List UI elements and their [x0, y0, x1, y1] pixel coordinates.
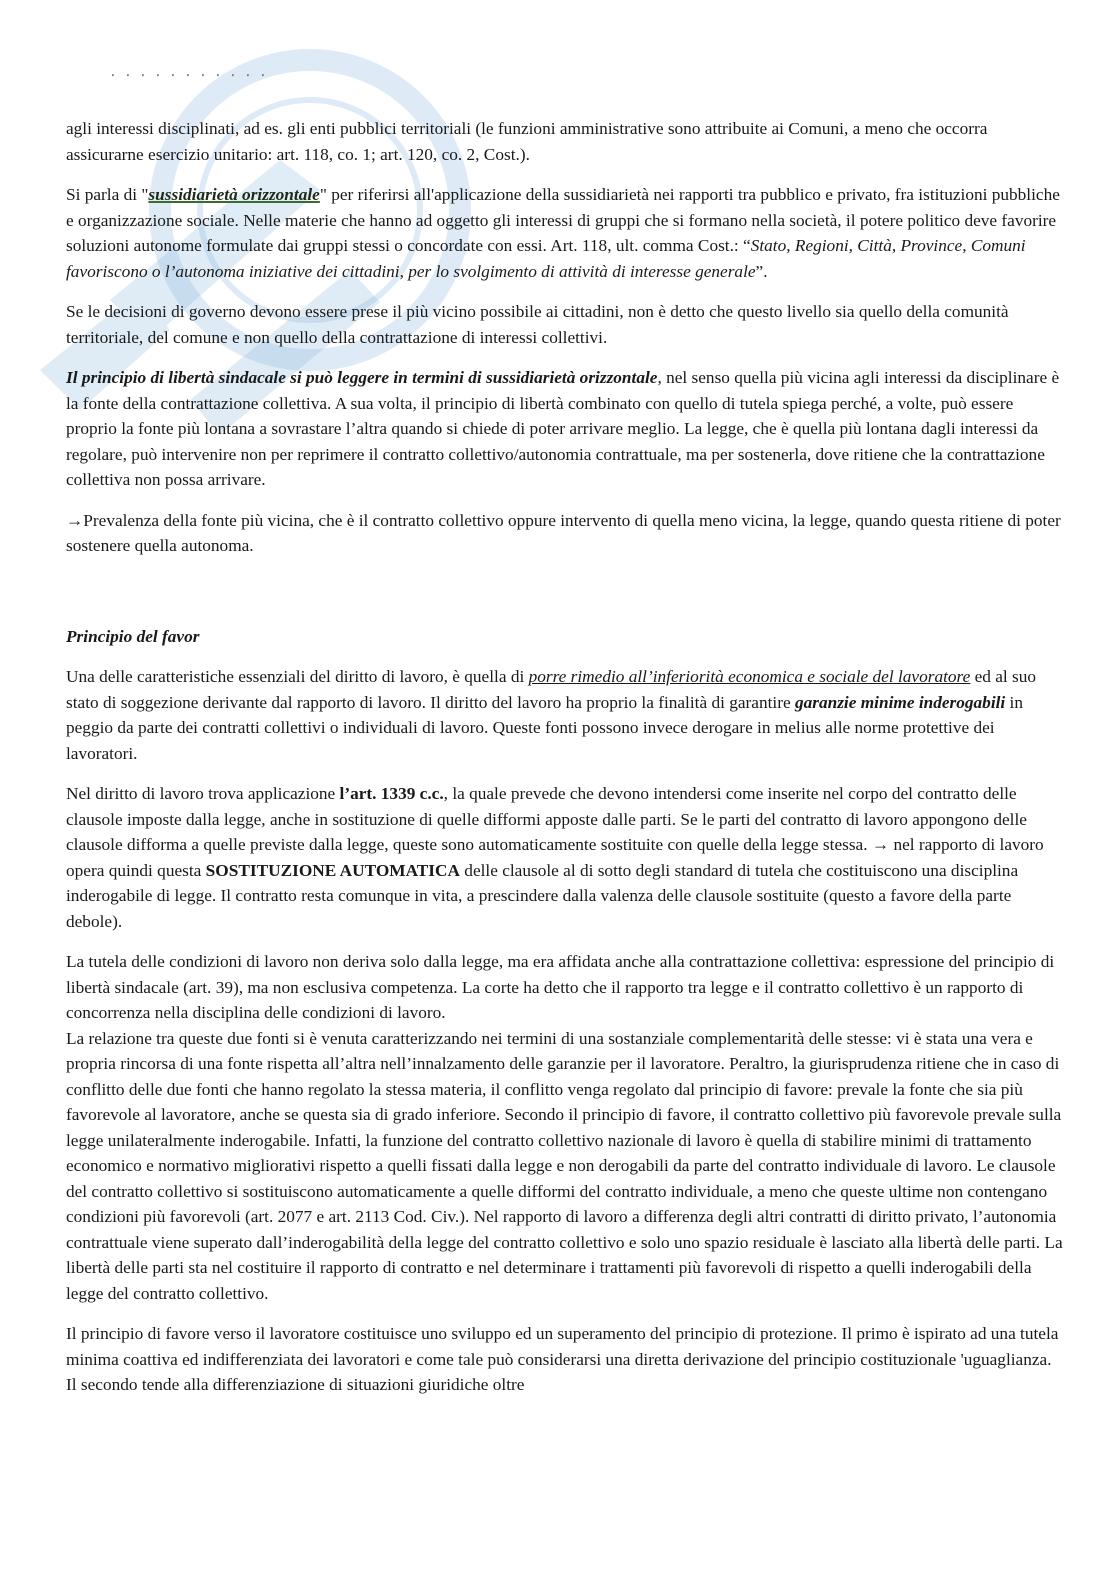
paragraph-10: Il principio di favore verso il lavoratore costituisce uno sviluppo ed un superamento del principio di protezione. Il primo è ispirato ad una tutela minima coattiva ed indifferenziata dei lavoratori e come tale può considerarsi una diretta derivazione del principio costituzionale 'uguaglianza. Il secondo tende alla differenziazione di situazioni giuridiche oltre: [66, 1324, 1059, 1394]
p7-text-c: , la quale prevede che devono intendersi come inserite nel corpo del contratto delle clausole imposte dalla legge, anche in sostituzione di quelle difformi apposte dalle parti. Se le parti del contratto di lavoro appongono delle clausole difforma a quelle previste dalla legge, queste sono automaticamente sostituite con quelle della legge stessa. → nel rapporto di lavoro opera quindi questa: [66, 784, 1044, 880]
paragraph-9: La relazione tra queste due fonti si è venuta caratterizzando nei termini di una sostanziale complementarità delle stesse: vi è stata una vera e propria rincorsa di una fonte rispetta all’altra nell’innalzamento delle garanzie per il lavoratore. Peraltro, la giurisprudenza ritiene che in caso di conflitto delle due fonti che hanno regolato la stessa materia, il conflitto venga regolato dal principio di favore: prevale la fonte che sia più favorevole al lavoratore, anche se questa sia di grado inferiore. Secondo il principio di favore, il contratto collettivo più favorevole prevale sulla legge unilateralmente inderogabile. Infatti, la funzione del contratto collettivo nazionale di lavoro è quella di stabilire minimi di trattamento economico e normativo migliorativi rispetto a quelli fissati dalla legge e non derogabili da parte del contratto individuale di lavoro. Le clausole del contratto collettivo si sostituiscono automaticamente a quelle difformi del contratto individuale, a meno che queste ultime non contengano condizioni più favorevoli (art. 2077 e art. 2113 Cod. Civ.). Nel rapporto di lavoro a differenza degli altri contratti di diritto privato, l’autonomia contrattuale viene superato dall’inderogabilità della legge del contratto collettivo e solo uno spazio residuale è lasciato alla libertà delle parti. La libertà delle parti sta nel costituire il rapporto di contratto e nel determinare i trattamenti più favorevoli di rispetto a quelli inderogabili della legge del contratto collettivo.: [66, 1028, 1063, 1303]
p7-text-a: Nel diritto di lavoro trova applicazione: [66, 784, 340, 803]
paragraph-7: [66, 781, 1066, 934]
document-body: [66, 116, 1066, 1413]
p4-bold-statement: Il principio di libertà sindacale si può leggere in termini di sussidiarietà orizzontale: [66, 368, 658, 387]
p6-text-c: in peggio da parte dei contratti collettivi o individuali di lavoro. Queste fonti possono invece derogare in melius alle norme protettive dei lavoratori.: [66, 692, 1023, 763]
header-scribble: · · · · · · · · · · ·: [109, 64, 270, 84]
p6-underlined: porre rimedio all’inferiorità economica e sociale del lavoratore: [528, 667, 971, 686]
p6-text-a: Una delle caratteristiche essenziali del diritto di lavoro, è quella di: [66, 667, 529, 686]
paragraph-6: [66, 664, 1066, 766]
p2-text-a: Si parla di ": [66, 185, 149, 204]
paragraph-1: agli interessi disciplinati, ad es. gli enti pubblici territoriali (le funzioni amministrative sono attribuite ai Comuni, a meno che occorra assicurarne esercizio unitario: art. 118, co. 1; art. 120, co. 2, Cost.).: [66, 119, 988, 164]
p2-text-b: " per riferirsi all'applicazione della sussidiarietà nei rapporti tra pubblico e privato, fra istituzioni pubbliche e organizzazione sociale. Nelle materie che hanno ad oggetto gli interessi di gruppi che si formano nella società, il potere politico deve favorire soluzioni autonome formulate dai gruppi stessi o concordate con essi. Art. 118, ult. comma Cost.: “: [66, 185, 1060, 255]
p2-quote: Stato, Regioni, Città, Province, Comuni favoriscono o l’autonoma iniziative dei cittadini, per lo svolgimento di attività di interesse generale: [66, 236, 1026, 281]
p7-text-d: delle clausole al di sotto degli standard di tutela che costituiscono una disciplina inderogabile di legge. Il contratto resta comunque in vita, a prescindere dalla valenza delle clausole sostituite (questo a favore della parte debole).: [66, 860, 1019, 931]
paragraph-5: →Prevalenza della fonte più vicina, che è il contratto collettivo oppure intervento di quella meno vicina, la legge, quando questa ritiene di poter sostenere quella autonoma.: [66, 510, 1061, 555]
p6-bold-italic: garanzie minime inderogabili: [794, 692, 1006, 712]
p7-article-ref: l’art. 1339 c.c.: [339, 784, 444, 803]
section-heading: Principio del favor: [66, 626, 200, 646]
p7-sostituzione-automatica: SOSTITUZIONE AUTOMATICA: [205, 860, 460, 880]
paragraph-2: [66, 182, 1066, 284]
paragraph-3: Se le decisioni di governo devono essere prese il più vicino possibile ai cittadini, non è detto che questo livello sia quello della comunità territoriale, del comune e non quello della contrattazione di interessi collettivi.: [66, 302, 1009, 347]
p6-text-b: ed al suo stato di soggezione derivante dal rapporto di lavoro. Il diritto del lavoro ha proprio la finalità di garantire: [66, 667, 1037, 712]
term-sussidiarieta-orizzontale: sussidiarietà orizzontale: [148, 185, 320, 204]
section-gap: [66, 574, 1066, 624]
p2-text-c: ”.: [755, 261, 768, 281]
paragraph-8: La tutela delle condizioni di lavoro non deriva solo dalla legge, ma era affidata anche alla contrattazione collettiva: espressione del principio di libertà sindacale (art. 39), ma non esclusiva competenza. La corte ha detto che il rapporto tra legge e il contratto collettivo è un rapporto di concorrenza nella disciplina delle condizioni di lavoro.: [66, 952, 1055, 1022]
p4-text: , nel senso quella più vicina agli interessi da disciplinare è la fonte della contrattazione collettiva. A sua volta, il principio di libertà combinato con quello di tutela spiega perché, a volte, può essere proprio la fonte più lontana a sovrastare l’altra quando si chiede di poter arrivare meglio. La legge, che è quella più lontana dagli interessi da regolare, può intervenire non per reprimere il contratto collettivo/autonomia contrattuale, ma per sostenerla, dove ritiene che la contrattazione collettiva non possa arrivare.: [66, 368, 1060, 489]
paragraph-4: [66, 365, 1066, 493]
